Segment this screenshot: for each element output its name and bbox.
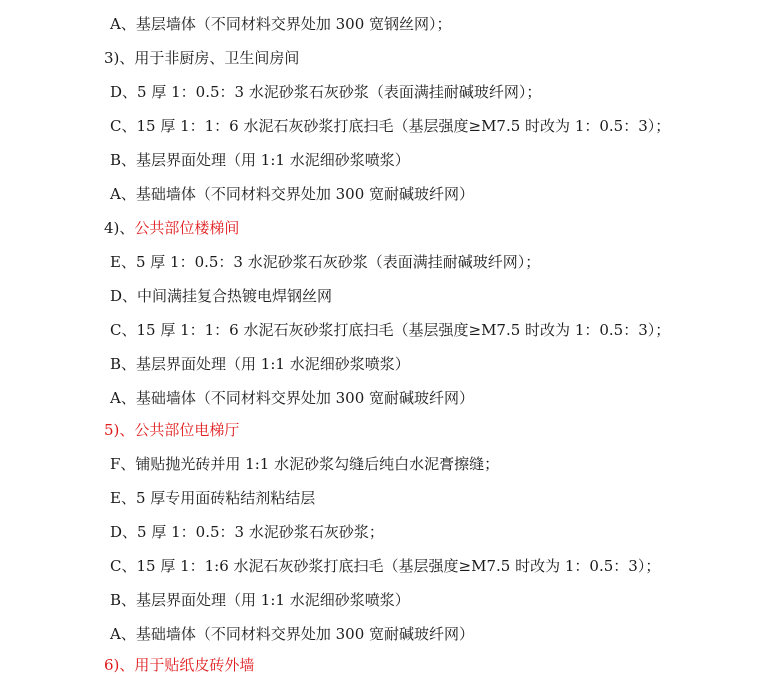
doc-line-9: D、中间满挂复合热镀电焊钢丝网 (110, 287, 333, 305)
doc-line-15: E、5 厚专用面砖粘结剂粘结层 (110, 489, 316, 507)
section-heading-4-prefix: 4)、 (104, 219, 135, 237)
doc-line-10: C、15 厚 1：1：6 水泥石灰砂浆打底扫毛（基层强度≥M7.5 时改为 1：0.5：3）； (110, 321, 671, 339)
doc-line-8: E、5 厚 1：0.5：3 水泥砂浆石灰砂浆（表面满挂耐碱玻纤网）； (110, 253, 541, 271)
doc-line-16: D、5 厚 1：0.5：3 水泥砂浆石灰砂浆； (110, 523, 384, 541)
doc-line-5: B、基层界面处理（用 1:1 水泥细砂浆喷浆） (110, 151, 410, 169)
doc-line-1: A、基层墙体（不同材料交界处加 300 宽钢丝网）； (110, 15, 452, 33)
doc-line-14: F、铺贴抛光砖并用 1:1 水泥砂浆勾缝后纯白水泥膏擦缝； (110, 455, 500, 473)
section-heading-3: 3)、用于非厨房、卫生间房间 (104, 49, 300, 67)
doc-line-12: A、基础墙体（不同材料交界处加 300 宽耐碱玻纤网） (110, 389, 475, 407)
section-heading-6: 6)、用于贴纸皮砖外墙 (104, 656, 255, 674)
doc-line-18: B、基层界面处理（用 1:1 水泥细砂浆喷浆） (110, 591, 410, 609)
section-heading-5: 5)、公共部位电梯厅 (104, 421, 240, 439)
doc-line-3: D、5 厚 1：0.5：3 水泥砂浆石灰砂浆（表面满挂耐碱玻纤网）； (110, 83, 542, 101)
doc-line-4: C、15 厚 1：1：6 水泥石灰砂浆打底扫毛（基层强度≥M7.5 时改为 1：0.5：3）； (110, 117, 671, 135)
doc-line-11: B、基层界面处理（用 1:1 水泥细砂浆喷浆） (110, 355, 410, 373)
doc-line-17: C、15 厚 1：1:6 水泥石灰砂浆打底扫毛（基层强度≥M7.5 时改为 1：0.5：3）； (110, 557, 661, 575)
section-heading-4 (104, 218, 239, 238)
section-heading-4-title: 公共部位楼梯间 (134, 219, 240, 237)
doc-line-6: A、基础墙体（不同材料交界处加 300 宽耐碱玻纤网） (110, 185, 475, 203)
doc-line-19: A、基础墙体（不同材料交界处加 300 宽耐碱玻纤网） (110, 625, 475, 643)
